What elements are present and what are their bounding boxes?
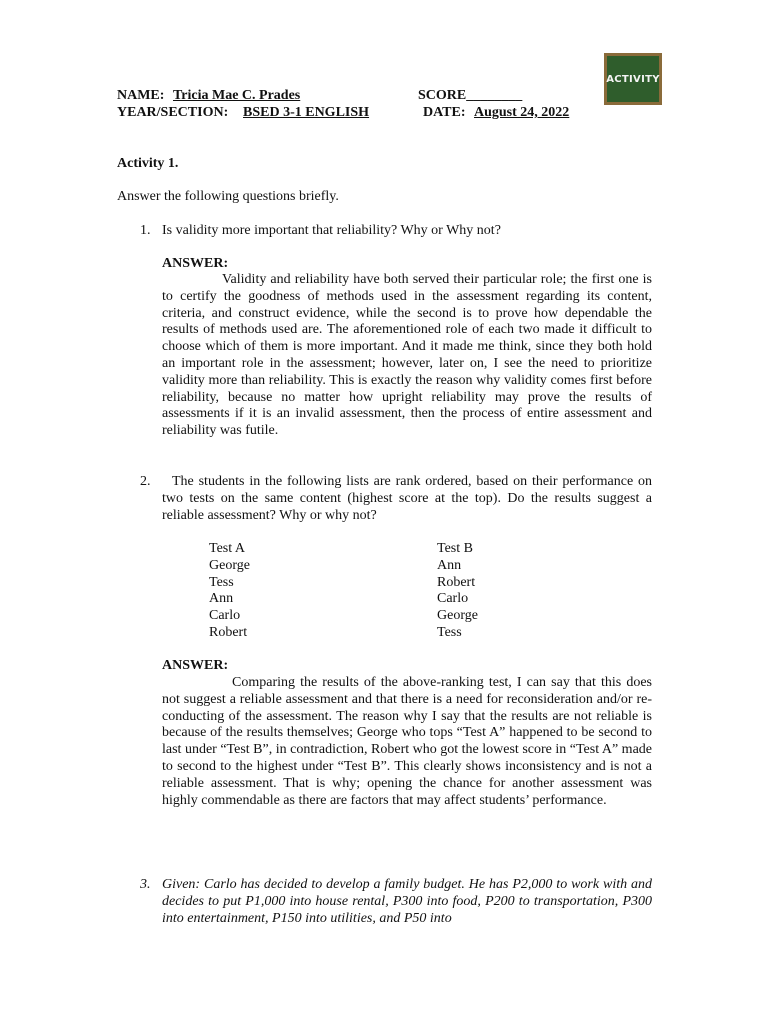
question-1-number: 1. [140,223,151,238]
question-2-answer-label: ANSWER: [162,658,229,673]
question-1-answer-label: ANSWER: [162,256,229,271]
test-a-rank-2: Tess [209,574,234,590]
name-value: Tricia Mae C. Prades [173,88,301,103]
test-b-rank-2: Robert [437,574,476,590]
question-1-answer: Validity and reliability have both served their particular role; the first one is to certify the goodness of methods used in the assessment regarding its content, criteria, and construct evidence, while the second is to prove how dependable the results of methods used are. The aforementioned role of each two made it difficult to choose which of them is more important. And it made me think, since they both hold an important role in the assessment; however, later on, I see the need to prioritize validity more than reliability. This is exactly the reason why validity comes first before reliability, because no matter how upright reliability may prove the results of assessments if it is an invalid assessment, then the process of entire assessment and reliability was futile. [162,272,652,439]
name-label: NAME: [117,88,165,103]
test-a-list [209,541,250,642]
question-3-number: 3. [140,877,151,892]
test-a-header: Test A [209,541,245,556]
date-value: August 24, 2022 [474,105,570,120]
question-3-text: Given: Carlo has decided to develop a family budget. He has P2,000 to work with and decides to put P1,000 into house rental, P300 into food, P200 to transportation, P300 into entertainment, P150 into utilities, and P50 into [162,877,652,926]
year-section-value: BSED 3-1 ENGLISH [243,105,370,120]
date-label: DATE: [423,105,466,120]
question-1-text: Is validity more important that reliability? Why or Why not? [162,223,501,238]
test-b-rank-3: Carlo [437,591,469,607]
instruction: Answer the following questions briefly. [117,189,339,204]
test-a-rank-5: Robert [209,624,248,640]
score-label: SCORE________ [418,88,523,103]
question-2-number: 2. [140,474,151,489]
question-2-answer: Comparing the results of the above-ranking test, I can say that this does not suggest a reliable assessment and that there is a need for reconsideration and/or re-conducting of the assessment. The reason why I say that the results are not reliable is because of the results themselves; George who tops “Test A” happened to be second to last under “Test B”, in contradiction, Robert who got the lowest score in “Test A” made to second to the highest under “Test B”. This clearly shows inconsistency and is not a reliable assessment. That is why; opening the chance for another assessment was highly commendable as there are factors that may affect students’ performance. [162,675,652,808]
activity-badge: ACTIVITY [604,53,662,105]
question-2-text: The students in the following lists are rank ordered, based on their performance on two tests on the same content (highest score at the top). Do the results suggest a reliable assessment? Why or why not? [162,474,652,523]
test-b-rank-5: Tess [437,624,462,640]
test-a-rank-1: George [209,557,250,573]
test-b-list [437,541,478,642]
test-b-rank-1: Ann [437,557,462,573]
test-b-rank-4: George [437,608,478,624]
test-b-header: Test B [437,541,473,556]
activity-title: Activity 1. [117,156,179,171]
test-a-rank-4: Carlo [209,608,241,624]
year-section-label: YEAR/SECTION: [117,105,229,120]
test-a-rank-3: Ann [209,591,234,607]
